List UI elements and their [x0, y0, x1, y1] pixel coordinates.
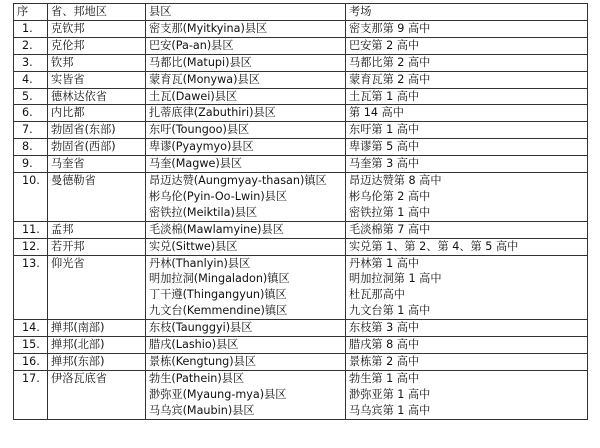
district-name: 勃生(Pathein)县区 — [149, 371, 245, 385]
row-index: 3. — [14, 54, 48, 71]
row-index: 8. — [14, 139, 48, 156]
row-districts — [146, 105, 346, 122]
table-row — [14, 320, 588, 337]
district-name: 丁干遵(Thingangyun)镇区 — [149, 288, 287, 302]
table-row — [14, 122, 588, 139]
row-index: 14. — [14, 320, 48, 337]
row-index: 6. — [14, 105, 48, 122]
venue-name: 实兑第 1、第 2、第 4、第 5 高中 — [349, 239, 519, 253]
district-name: 彬乌伦(Pyin-Oo-Lwin)县区 — [149, 189, 288, 203]
row-venues — [346, 320, 588, 337]
row-venues — [346, 122, 588, 139]
venue-name: 明加拉洞第 1 高中 — [349, 272, 442, 286]
row-venues — [346, 353, 588, 370]
row-region: 勃固省(东部) — [48, 122, 146, 139]
row-districts — [146, 139, 346, 156]
row-districts — [146, 156, 346, 173]
district-name: 蒙育瓦(Monywa)县区 — [149, 72, 260, 86]
district-name: 腊戌(Lashio)县区 — [149, 338, 239, 352]
table-row — [14, 238, 588, 255]
table-row — [14, 353, 588, 370]
row-districts — [146, 173, 346, 222]
district-name: 土瓦(Dawei)县区 — [149, 89, 238, 103]
table-row — [14, 20, 588, 37]
district-name: 卑谬(Pyaymyo)县区 — [149, 140, 254, 154]
venue-name: 第 14 高中 — [349, 106, 404, 120]
district-name: 实兑(Sittwe)县区 — [149, 239, 238, 253]
row-region: 仰光省 — [48, 255, 146, 320]
row-region: 掸邦(南部) — [48, 320, 146, 337]
table-row — [14, 139, 588, 156]
row-districts — [146, 255, 346, 320]
row-districts — [146, 54, 346, 71]
table-row — [14, 255, 588, 320]
header-district: 县区 — [146, 4, 346, 21]
venue-name: 景栋第 2 高中 — [349, 354, 420, 368]
row-index: 13. — [14, 255, 48, 320]
row-region: 马奎省 — [48, 156, 146, 173]
district-name: 巴安(Pa-an)县区 — [149, 38, 234, 52]
venue-name: 彬乌伦第 2 高中 — [349, 189, 431, 203]
district-name: 九文台(Kemmendine)镇区 — [149, 304, 288, 318]
row-index: 12. — [14, 238, 48, 255]
district-name: 明加拉洞(Mingaladon)镇区 — [149, 272, 290, 286]
row-region: 实皆省 — [48, 71, 146, 88]
row-region: 掸邦(东部) — [48, 353, 146, 370]
header-region: 省、邦地区 — [48, 4, 146, 21]
row-index: 1. — [14, 20, 48, 37]
district-name: 马乌宾(Maubin)县区 — [149, 403, 255, 417]
district-name: 昂迈达赞(Aungmyay-thasan)镇区 — [149, 174, 327, 188]
venue-name: 九文台第 1 高中 — [349, 304, 431, 318]
venue-name: 丹林第 1 高中 — [349, 256, 420, 270]
venue-name: 马乌宾第 1 高中 — [349, 403, 431, 417]
venue-name: 东枝第 3 高中 — [349, 321, 420, 335]
row-index: 7. — [14, 122, 48, 139]
venue-name: 昂迈达赞第 8 高中 — [349, 174, 442, 188]
venue-name: 蒙育瓦第 2 高中 — [349, 72, 431, 86]
row-region: 若开邦 — [48, 238, 146, 255]
row-region: 克钦邦 — [48, 20, 146, 37]
row-region: 孟邦 — [48, 221, 146, 238]
district-name: 毛淡棉(Mawlamyine)县区 — [149, 222, 284, 236]
row-districts — [146, 370, 346, 419]
row-districts — [146, 88, 346, 105]
row-venues — [346, 37, 588, 54]
row-venues — [346, 105, 588, 122]
district-name: 东吁(Toungoo)县区 — [149, 123, 250, 137]
table-body — [14, 20, 588, 419]
row-index: 15. — [14, 337, 48, 354]
district-name: 东枝(Taunggyi)县区 — [149, 321, 253, 335]
venue-name: 巴安第 2 高中 — [349, 38, 420, 52]
row-index: 11. — [14, 221, 48, 238]
row-districts — [146, 320, 346, 337]
table-row — [14, 71, 588, 88]
district-name: 景栋(Kengtung)县区 — [149, 354, 257, 368]
row-venues — [346, 156, 588, 173]
row-districts — [146, 37, 346, 54]
row-districts — [146, 221, 346, 238]
row-index: 4. — [14, 71, 48, 88]
venue-name: 杜瓦那高中 — [349, 288, 405, 302]
venue-name: 勃生第 1 高中 — [349, 371, 420, 385]
header-index: 序 — [14, 4, 48, 21]
venue-name: 腊戌第 8 高中 — [349, 338, 420, 352]
venue-name: 土瓦第 1 高中 — [349, 89, 420, 103]
row-districts — [146, 20, 346, 37]
header-row — [14, 4, 588, 21]
row-venues — [346, 54, 588, 71]
row-venues — [346, 139, 588, 156]
row-venues — [346, 255, 588, 320]
row-region: 克伦邦 — [48, 37, 146, 54]
row-venues — [346, 238, 588, 255]
row-region: 伊洛瓦底省 — [48, 370, 146, 419]
row-venues — [346, 20, 588, 37]
venue-name: 毛淡棉第 7 高中 — [349, 222, 431, 236]
row-districts — [146, 353, 346, 370]
district-name: 丹林(Thanlyin)县区 — [149, 256, 251, 270]
district-name: 渺弥亚(Myaung-mya)县区 — [149, 387, 287, 401]
venue-name: 渺弥亚第 1 高中 — [349, 387, 431, 401]
table-row — [14, 337, 588, 354]
row-index: 17. — [14, 370, 48, 419]
table-row — [14, 88, 588, 105]
district-name: 密铁拉(Meiktila)县区 — [149, 205, 258, 219]
table-row — [14, 37, 588, 54]
row-index: 16. — [14, 353, 48, 370]
row-region: 钦邦 — [48, 54, 146, 71]
venue-name: 卑谬第 5 高中 — [349, 140, 420, 154]
row-districts — [146, 71, 346, 88]
row-index: 9. — [14, 156, 48, 173]
table-row — [14, 221, 588, 238]
row-districts — [146, 122, 346, 139]
exam-venue-table — [13, 3, 588, 420]
row-index: 5. — [14, 88, 48, 105]
row-venues — [346, 71, 588, 88]
row-districts — [146, 337, 346, 354]
row-region: 内比都 — [48, 105, 146, 122]
row-region: 掸邦(北部) — [48, 337, 146, 354]
district-name: 扎蒂底律(Zabuthiri)县区 — [149, 106, 276, 120]
venue-name: 密支那第 9 高中 — [349, 21, 431, 35]
table-row — [14, 54, 588, 71]
row-index: 10. — [14, 173, 48, 222]
row-districts — [146, 238, 346, 255]
header-venue: 考场 — [346, 4, 588, 21]
venue-name: 密铁拉第 1 高中 — [349, 205, 431, 219]
district-name: 马奎(Magwe)县区 — [149, 157, 243, 171]
row-venues — [346, 88, 588, 105]
row-venues — [346, 221, 588, 238]
row-region: 勃固省(西部) — [48, 139, 146, 156]
table-row — [14, 105, 588, 122]
venue-name: 东吁第 1 高中 — [349, 123, 420, 137]
district-name: 马都比(Matupi)县区 — [149, 55, 252, 69]
row-index: 2. — [14, 37, 48, 54]
table-row — [14, 173, 588, 222]
row-region: 德林达依省 — [48, 88, 146, 105]
row-venues — [346, 337, 588, 354]
district-name: 密支那(Myitkyina)县区 — [149, 21, 268, 35]
table-row — [14, 156, 588, 173]
table-row — [14, 370, 588, 419]
row-region: 曼德勒省 — [48, 173, 146, 222]
venue-name: 马都比第 2 高中 — [349, 55, 431, 69]
row-venues — [346, 173, 588, 222]
venue-name: 马奎第 3 高中 — [349, 157, 420, 171]
row-venues — [346, 370, 588, 419]
